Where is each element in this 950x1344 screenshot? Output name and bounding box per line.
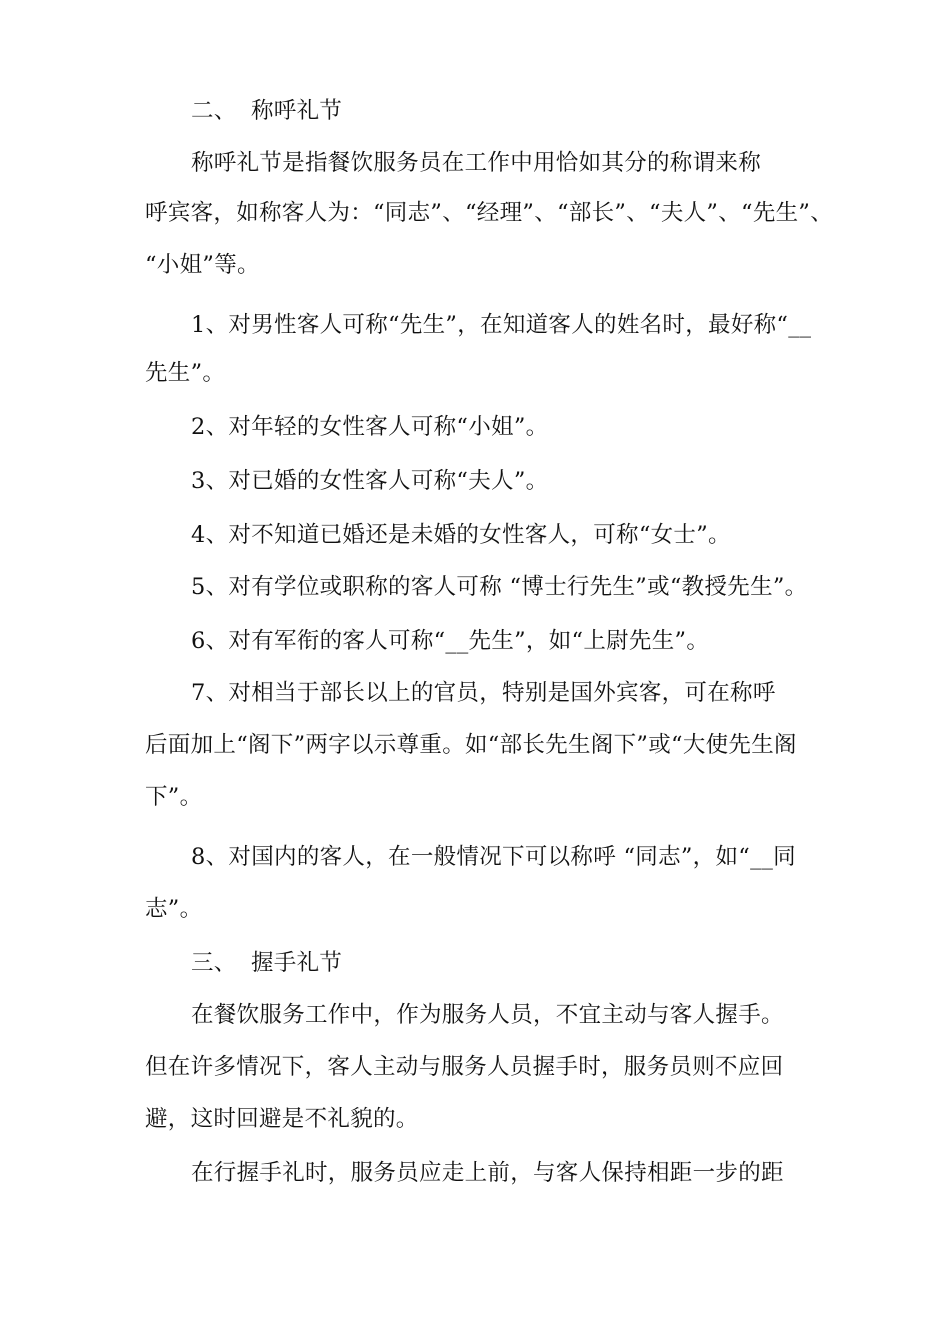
list-item-5: 5、对有学位或职称的客人可称 “博士行先生”或“教授先生”。 bbox=[191, 574, 808, 600]
list-item-2: 2、对年轻的女性客人可称“小姐”。 bbox=[191, 414, 549, 440]
section-title: 握手礼节 bbox=[251, 950, 343, 976]
list-item-1-cont: 先生”。 bbox=[145, 360, 226, 386]
section-heading-2 bbox=[191, 96, 342, 126]
paragraph-line: “小姐”等。 bbox=[145, 252, 260, 278]
paragraph-line: 在餐饮服务工作中，作为服务人员，不宜主动与客人握手。 bbox=[191, 1002, 784, 1028]
section-number: 二、 bbox=[191, 98, 237, 124]
paragraph-line: 避，这时回避是不礼貌的。 bbox=[145, 1106, 419, 1132]
section-title: 称呼礼节 bbox=[251, 98, 343, 124]
section-number: 三、 bbox=[191, 950, 237, 976]
section-heading-3 bbox=[191, 948, 342, 978]
list-item-8-cont: 志”。 bbox=[145, 896, 203, 922]
paragraph-line: 在行握手礼时，服务员应走上前，与客人保持相距一步的距 bbox=[191, 1160, 784, 1186]
list-item-8: 8、对国内的客人，在一般情况下可以称呼 “同志”，如“__同 bbox=[191, 844, 796, 870]
list-item-7-cont: 后面加上“阁下”两字以示尊重。如“部长先生阁下”或“大使先生阁 bbox=[145, 732, 797, 758]
list-item-4: 4、对不知道已婚还是未婚的女性客人，可称“女士”。 bbox=[191, 522, 731, 548]
list-item-3: 3、对已婚的女性客人可称“夫人”。 bbox=[191, 468, 549, 494]
paragraph-line: 称呼礼节是指餐饮服务员在工作中用恰如其分的称谓来称 bbox=[191, 150, 762, 176]
paragraph-line: 呼宾客，如称客人为：“同志”、“经理”、“部长”、“夫人”、“先生”、 bbox=[145, 200, 834, 226]
paragraph-line: 但在许多情况下，客人主动与服务人员握手时，服务员则不应回 bbox=[145, 1054, 784, 1080]
list-item-6: 6、对有军衔的客人可称“__先生”，如“上尉先生”。 bbox=[191, 628, 710, 654]
list-item-1: 1、对男性客人可称“先生”，在知道客人的姓名时，最好称“__ bbox=[191, 312, 812, 338]
list-item-7: 7、对相当于部长以上的官员，特别是国外宾客，可在称呼 bbox=[191, 680, 776, 706]
list-item-7-cont: 下”。 bbox=[145, 784, 203, 810]
